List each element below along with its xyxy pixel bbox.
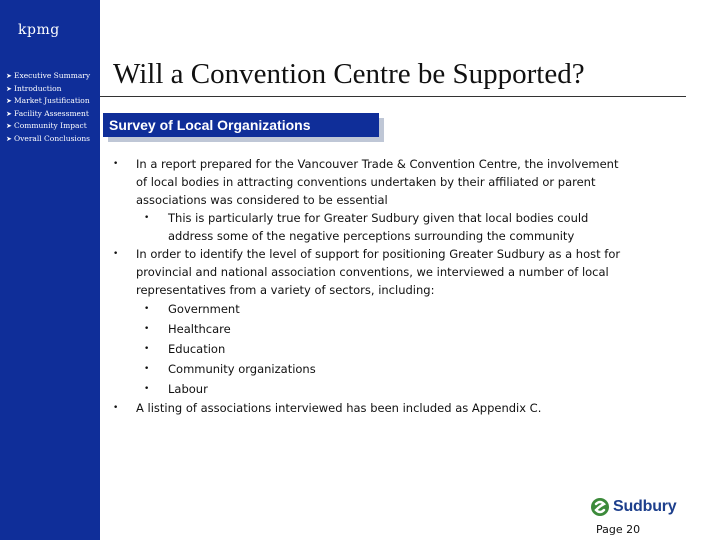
section-banner: Survey of Local Organizations <box>103 113 379 137</box>
arrow-bullet-icon: ➤ <box>6 134 12 143</box>
sub-bullet-item: • Labour <box>113 379 633 399</box>
title-divider <box>100 96 686 97</box>
arrow-bullet-icon: ➤ <box>6 84 12 93</box>
sidebar <box>0 0 100 540</box>
sub-bullet-item: • This is particularly true for Greater Sudbury given that local bodies could address some of the negative perceptions surrounding the community <box>144 211 589 243</box>
arrow-bullet-icon: ➤ <box>6 122 12 131</box>
slide-title: Will a Convention Centre be Supported? <box>113 58 585 90</box>
sudbury-logo-icon <box>590 497 610 517</box>
dot-bullet-icon: • <box>144 324 150 334</box>
sub-bullet-item: • Community organizations <box>113 359 633 379</box>
kpmg-logo: kpmg <box>18 22 60 38</box>
dot-bullet-icon: • <box>144 213 150 223</box>
sub-bullet-item: • Healthcare <box>113 319 633 339</box>
sudbury-logo <box>590 497 677 517</box>
dot-bullet-icon: • <box>113 403 119 413</box>
dot-bullet-icon: • <box>144 344 150 354</box>
bullet-item: • A listing of associations interviewed has been included as Appendix C. <box>113 401 542 415</box>
arrow-bullet-icon: ➤ <box>6 72 12 80</box>
nav-item-introduction[interactable]: ➤ Introduction <box>6 83 90 96</box>
nav-item-facility-assessment[interactable]: ➤ Facility Assessment <box>6 108 90 121</box>
slide-body <box>113 155 633 417</box>
arrow-bullet-icon: ➤ <box>6 109 12 118</box>
sudbury-logo-text: Sudbury <box>613 498 677 515</box>
dot-bullet-icon: • <box>113 249 119 259</box>
nav-item-overall-conclusions[interactable]: ➤ Overall Conclusions <box>6 133 90 146</box>
bullet-item: • In order to identify the level of support for positioning Greater Sudbury as a host for provincial and national association conventions, we interviewed a number of local representatives from a variety of sectors, including: <box>113 247 621 297</box>
nav-item-executive-summary[interactable]: ➤ Executive Summary <box>6 70 90 83</box>
dot-bullet-icon: • <box>113 159 119 169</box>
sub-bullet-item: • Government <box>113 299 633 319</box>
nav-item-community-impact[interactable]: ➤ Community Impact <box>6 120 90 133</box>
section-nav <box>6 70 90 146</box>
dot-bullet-icon: • <box>144 384 150 394</box>
nav-item-market-justification[interactable]: ➤ Market Justification <box>6 95 90 108</box>
dot-bullet-icon: • <box>144 304 150 314</box>
dot-bullet-icon: • <box>144 364 150 374</box>
bullet-item: • In a report prepared for the Vancouver Trade & Convention Centre, the involvement of local bodies in attracting conventions undertaken by their affiliated or parent associations was considered to be essential <box>113 157 619 207</box>
arrow-bullet-icon: ➤ <box>6 97 12 106</box>
sub-bullet-item: • Education <box>113 339 633 359</box>
page-number: Page 20 <box>596 523 641 536</box>
